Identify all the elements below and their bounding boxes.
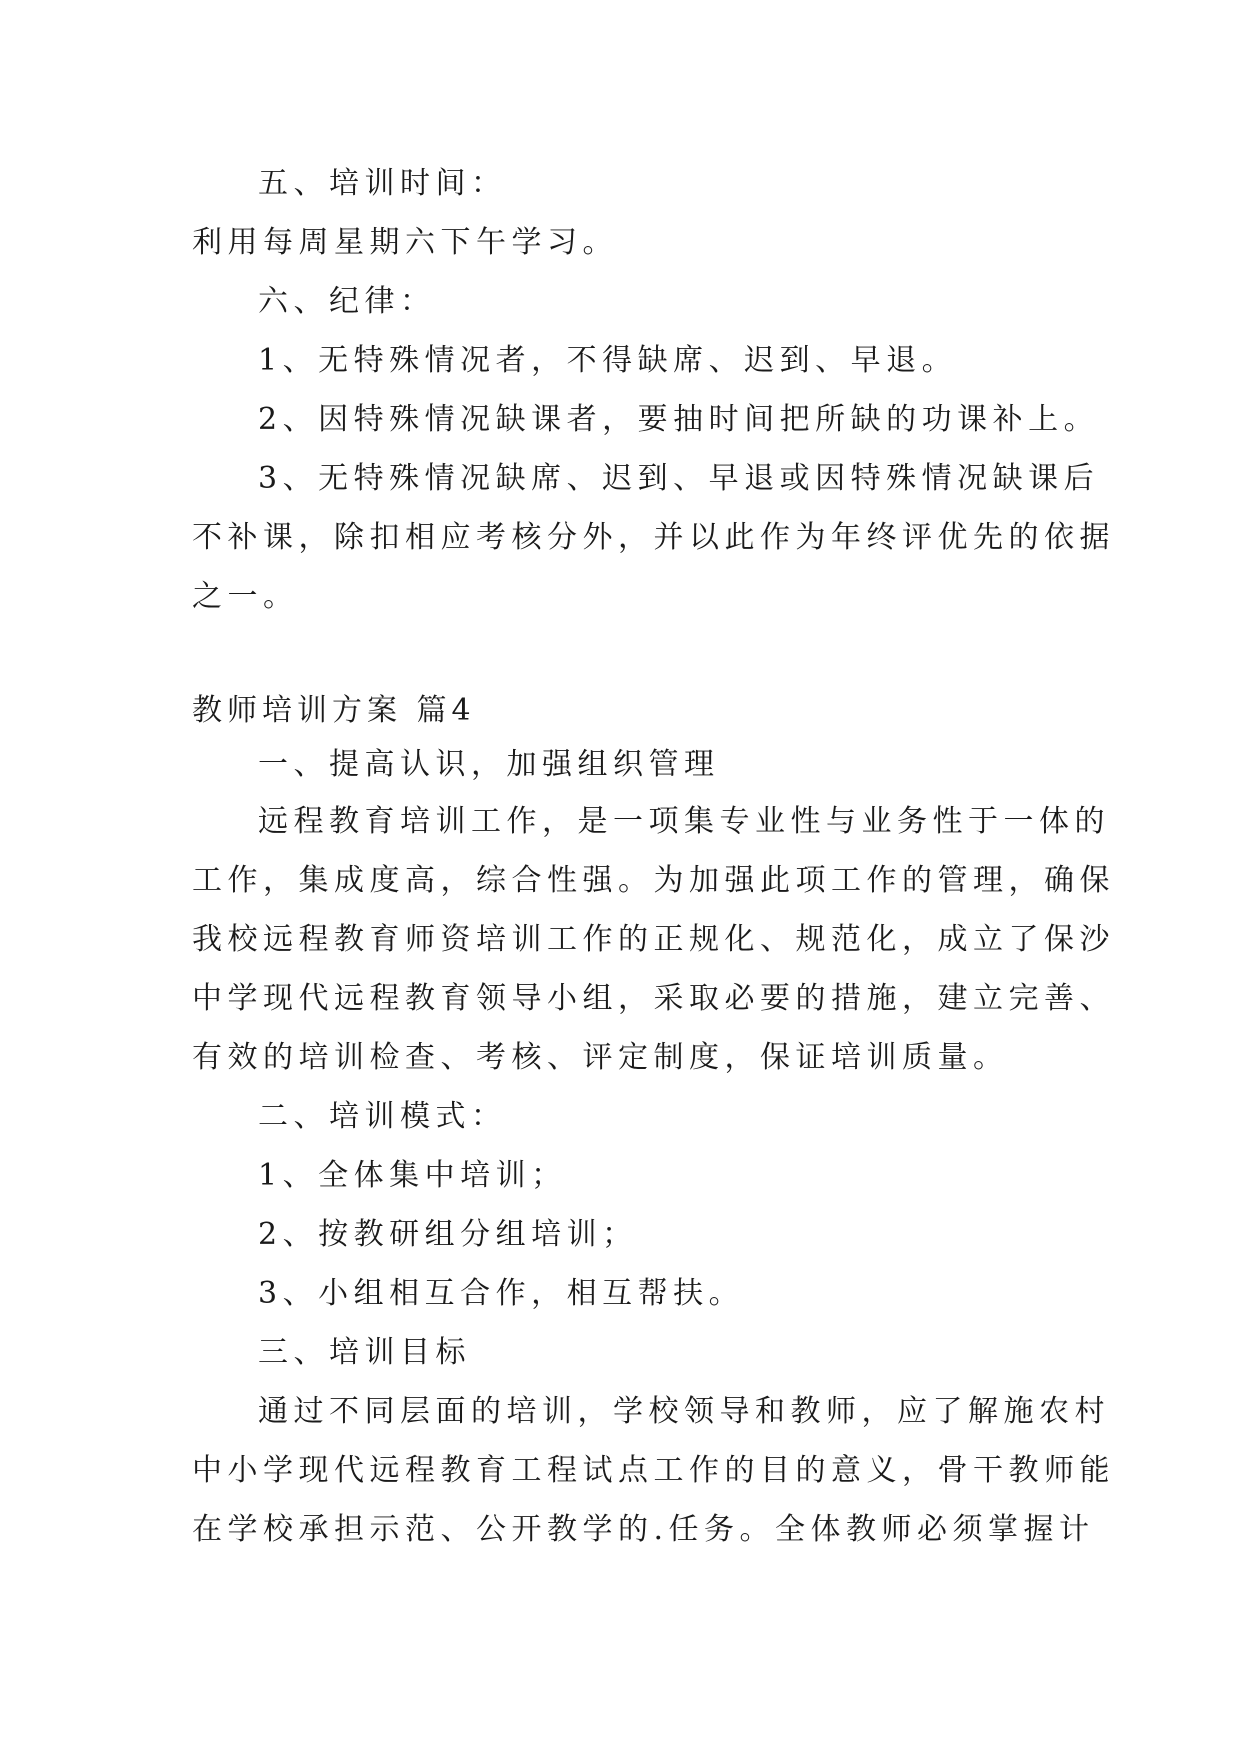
list-item: 2、按教研组分组培训；	[258, 1217, 638, 1252]
section-title: 教师培训方案 篇4	[192, 693, 476, 728]
paragraph-line: 在学校承担示范、公开教学的.任务。全体教师必须掌握计	[192, 1512, 1095, 1547]
list-item: 1、无特殊情况者，不得缺席、迟到、早退。	[258, 343, 958, 378]
paragraph-line: 通过不同层面的培训，学校领导和教师，应了解施农村	[258, 1394, 1110, 1429]
paragraph-heading: 一、提高认识，加强组织管理	[258, 747, 720, 782]
paragraph-line: 中小学现代远程教育工程试点工作的目的意义，骨干教师能	[192, 1453, 1115, 1488]
list-item: 1、全体集中培训；	[258, 1158, 567, 1193]
paragraph-heading-discipline: 六、纪律：	[258, 284, 436, 319]
list-item: 2、因特殊情况缺课者，要抽时间把所缺的功课补上。	[258, 402, 1100, 437]
paragraph-line: 之一。	[192, 579, 299, 614]
paragraph-heading: 二、培训模式：	[258, 1099, 507, 1134]
paragraph-line: 中学现代远程教育领导小组，采取必要的措施，建立完善、	[192, 981, 1115, 1016]
list-item: 3、无特殊情况缺席、迟到、早退或因特殊情况缺课后	[258, 461, 1100, 496]
paragraph-heading: 三、培训目标	[258, 1335, 471, 1370]
paragraph-line: 远程教育培训工作，是一项集专业性与业务性于一体的	[258, 804, 1110, 839]
paragraph-line: 不补课，除扣相应考核分外，并以此作为年终评优先的依据	[192, 520, 1115, 555]
paragraph-heading-training-time: 五、培训时间：	[258, 166, 507, 201]
list-item: 3、小组相互合作，相互帮扶。	[258, 1276, 745, 1311]
paragraph-line: 工作，集成度高，综合性强。为加强此项工作的管理，确保	[192, 863, 1115, 898]
paragraph-line: 有效的培训检查、考核、评定制度，保证培训质量。	[192, 1040, 1009, 1075]
paragraph-line: 利用每周星期六下午学习。	[192, 225, 618, 260]
paragraph-line: 我校远程教育师资培训工作的正规化、规范化，成立了保沙	[192, 922, 1115, 957]
